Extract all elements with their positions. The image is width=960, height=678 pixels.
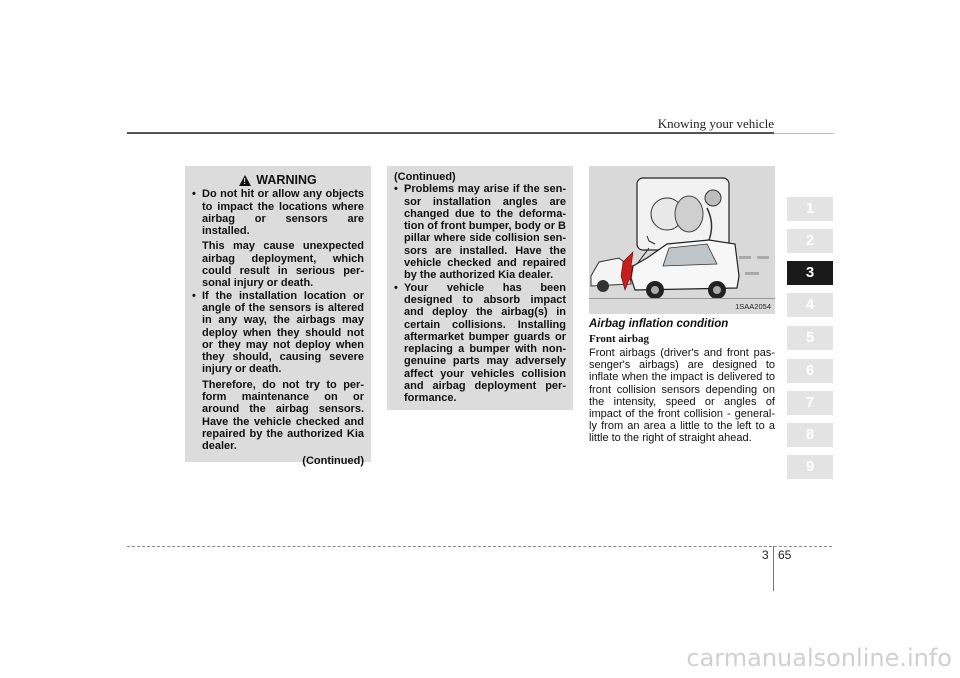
warning-heading bbox=[192, 174, 364, 186]
chapter-tab-3[interactable]: 3 bbox=[787, 261, 833, 285]
warning-item-text: Do not hit or allow any objects to impact the locations where airbag or sensors are installed. bbox=[202, 188, 364, 238]
continued-label: (Continued) bbox=[302, 454, 364, 467]
footer-page-number: 65 bbox=[778, 548, 792, 562]
section-subtitle: Front airbag bbox=[589, 333, 649, 345]
footer-divider bbox=[773, 546, 774, 591]
chapter-tab-2[interactable]: 2 bbox=[787, 229, 833, 253]
header-rule-extension bbox=[774, 133, 834, 134]
warning-item-text: If the installation location or angle of the sensors is altered in any way, the airbags may deploy when they should not or they may not deploy when they should, causing severe injury or death. bbox=[202, 289, 364, 376]
chapter-tab-9[interactable]: 9 bbox=[787, 455, 833, 479]
chapter-tab-1[interactable]: 1 bbox=[787, 197, 833, 221]
watermark: carmanualsonline.info bbox=[686, 644, 952, 672]
footer-rule bbox=[127, 546, 832, 547]
page-header-title: Knowing your vehicle bbox=[657, 116, 774, 131]
warning-item bbox=[192, 290, 364, 453]
continued-item: • Your vehicle has been designed to absorb impact and deploy the airbag(s) in certain collisions. Installing aftermarket bumper guards or replacing a bumper with non-genuine parts may adversely affect your vehicles collision and airbag deployment per-formance. bbox=[394, 282, 566, 405]
warning-list bbox=[192, 188, 364, 452]
front-collision-illustration bbox=[589, 166, 775, 314]
chapter-tab-8[interactable]: 8 bbox=[787, 423, 833, 447]
warning-triangle-icon bbox=[239, 175, 251, 186]
chapter-tab-4[interactable]: 4 bbox=[787, 293, 833, 317]
continued-warning-box bbox=[387, 166, 573, 410]
continued-list bbox=[394, 183, 566, 404]
airbag-illustration bbox=[589, 166, 775, 314]
continued-label: (Continued) bbox=[394, 171, 456, 183]
warning-item bbox=[192, 188, 364, 289]
continued-item: • Problems may arise if the sen-sor installation angles are changed due to the deforma-tion of front bumper, body or B pillar where side collision sen-sors are installed. Have the vehicle checked and repaired by the authorized Kia dealer. bbox=[394, 183, 566, 281]
figure-code: 1SAA2054 bbox=[735, 302, 771, 311]
chapter-tab-6[interactable]: 6 bbox=[787, 359, 833, 383]
warning-heading-text: WARNING bbox=[256, 173, 317, 187]
footer-chapter-number: 3 bbox=[762, 548, 769, 562]
chapter-tab-5[interactable]: 5 bbox=[787, 326, 833, 350]
warning-item-sub: Therefore, do not try to per-form maintenance on or around the airbag sensors. Have the vehicle checked and repaired by the authorized Kia dealer. bbox=[202, 378, 364, 453]
chapter-tab-7[interactable]: 7 bbox=[787, 391, 833, 415]
section-body: Front airbags (driver's and front pas-senger's airbags) are designed to inflate when the impact is delivered to front collision sensors depending on the intensity, speed or angles of impact of the front collision - general-ly from an area a little to the left to a little to the right of straight ahead. bbox=[589, 347, 775, 445]
warning-box bbox=[185, 166, 371, 467]
header-rule bbox=[127, 132, 774, 134]
section-title: Airbag inflation condition bbox=[589, 318, 729, 330]
warning-item-sub: This may cause unexpected airbag deployment, which could result in serious per-sonal injury or death. bbox=[202, 240, 364, 290]
